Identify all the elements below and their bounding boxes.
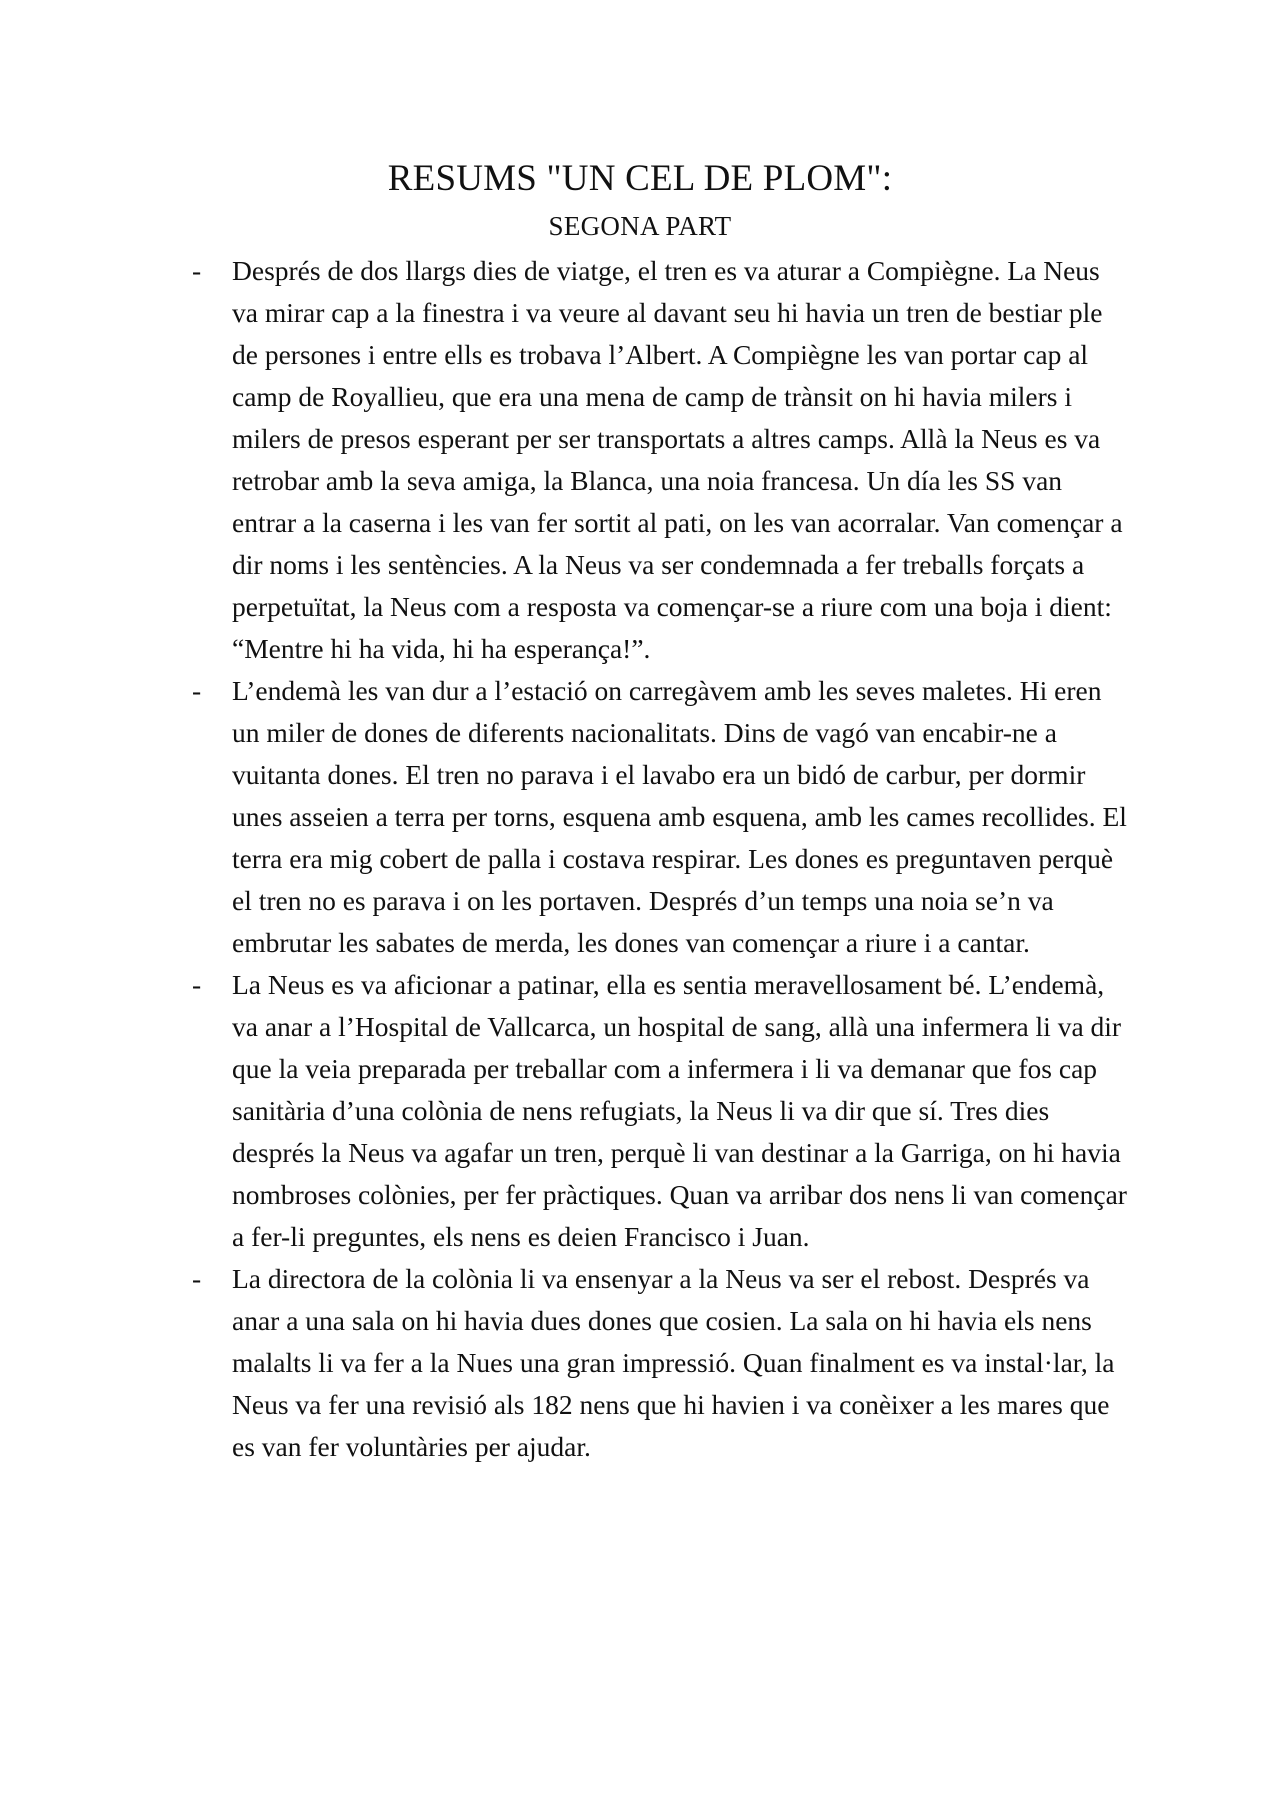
document-title: RESUMS "UN CEL DE PLOM": (387, 158, 893, 199)
dash-bullet: - (192, 675, 202, 706)
summary-paragraph: La Neus es va aficionar a patinar, ella es sentia meravellosament bé. L’endemà, va anar a l’Hospital de Vallcarca, un hospital de sang, allà una infermera li va dir que la veia preparada per treballar com a infermera i li va demanar que fos cap sanitària d’una colònia de nens refugiats, la Neus li va dir que sí. Tres dies després la Neus va agafar un tren, perquè li van destinar a la Garriga, on hi havia nombroses colònies, per fer pràctiques. Quan va arribar dos nens li van començar a fer-li preguntes, els nens es deien Francisco i Juan. (232, 969, 1127, 1252)
summary-item (192, 670, 1127, 964)
dash-bullet: - (192, 969, 202, 1000)
document-subtitle: SEGONA PART (548, 211, 732, 241)
summary-list (192, 250, 1127, 1468)
summary-item (192, 250, 1127, 670)
summary-paragraph: Després de dos llargs dies de viatge, el tren es va aturar a Compiègne. La Neus va mirar cap a la finestra i va veure al davant seu hi havia un tren de bestiar ple de persones i entre ells es trobava l’Albert. A Compiègne les van portar cap al camp de Royallieu, que era una mena de camp de trànsit on hi havia milers i milers de presos esperant per ser transportats a altres camps. Allà la Neus es va retrobar amb la seva amiga, la Blanca, una noia francesa. Un día les SS van entrar a la caserna i les van fer sortit al pati, on les van acorralar. Van començar a dir noms i les sentències. A la Neus va ser condemnada a fer treballs forçats a perpetuïtat, la Neus com a resposta va començar-se a riure com una boja i dient: “Mentre hi ha vida, hi ha esperança!”. (232, 255, 1123, 664)
summary-item (192, 1258, 1127, 1468)
dash-bullet: - (192, 255, 202, 286)
summary-item (192, 964, 1127, 1258)
summary-paragraph: La directora de la colònia li va ensenyar a la Neus va ser el rebost. Després va anar a una sala on hi havia dues dones que cosien. La sala on hi havia els nens malalts li va fer a la Nues una gran impressió. Quan finalment es va instal·lar, la Neus va fer una revisió als 182 nens que hi havien i va conèixer a les mares que es van fer voluntàries per ajudar. (232, 1263, 1115, 1462)
dash-bullet: - (192, 1263, 202, 1294)
summary-paragraph: L’endemà les van dur a l’estació on carregàvem amb les seves maletes. Hi eren un miler de dones de diferents nacionalitats. Dins de vagó van encabir-ne a vuitanta dones. El tren no parava i el lavabo era un bidó de carbur, per dormir unes asseien a terra per torns, esquena amb esquena, amb les cames recollides. El terra era mig cobert de palla i costava respirar. Les dones es preguntaven perquè el tren no es parava i on les portaven. Després d’un temps una noia se’n va embrutar les sabates de merda, les dones van començar a riure i a cantar. (232, 675, 1127, 958)
